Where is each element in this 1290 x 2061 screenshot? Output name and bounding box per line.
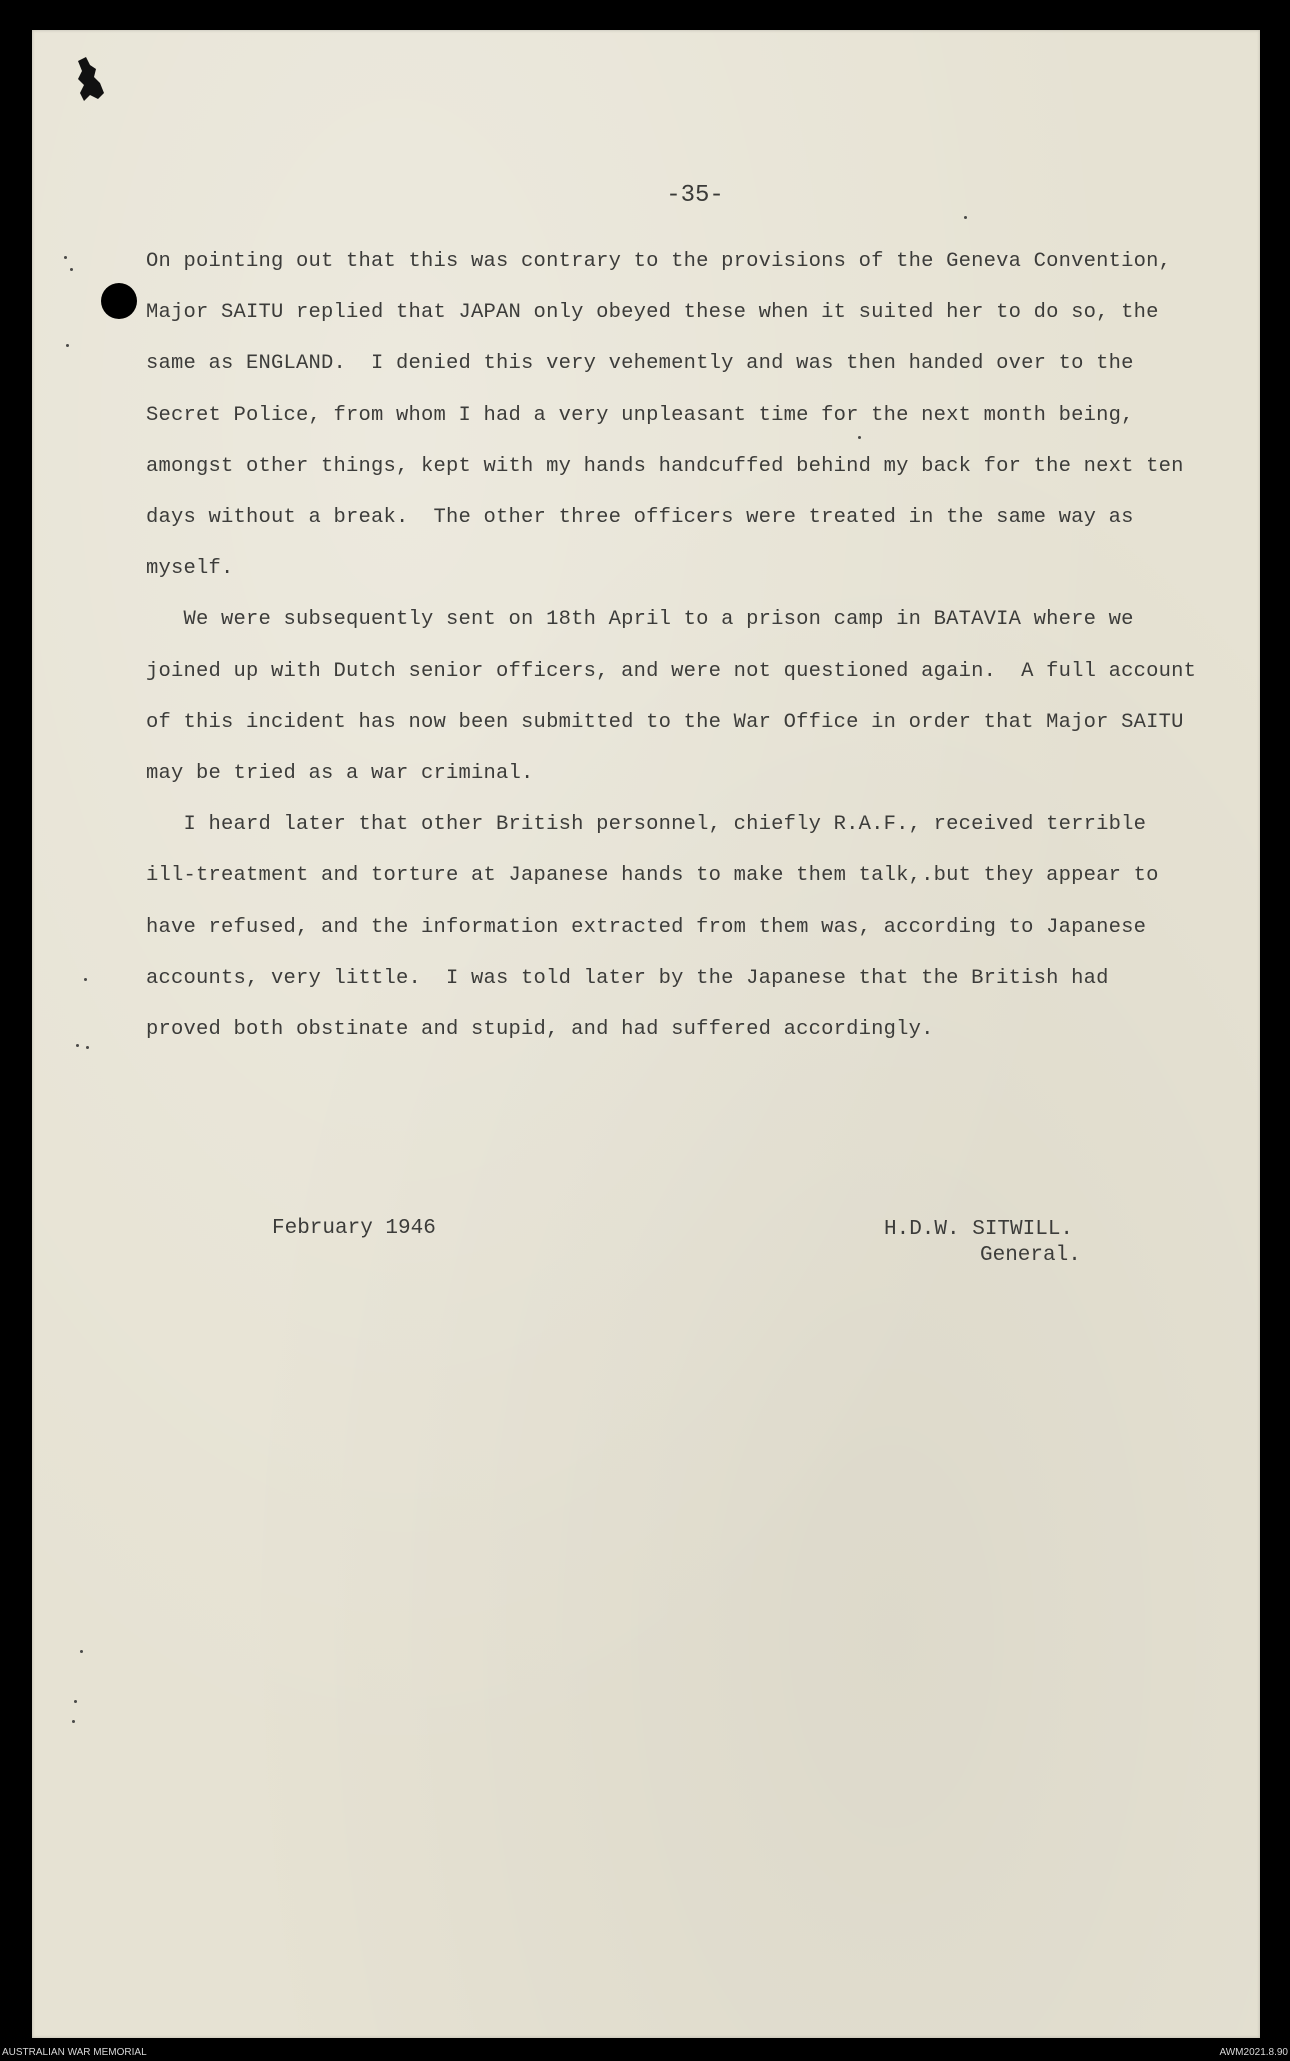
- binding-mark: [70, 268, 73, 271]
- text-line: same as ENGLAND. I denied this very vehemently and was then handed over to the: [146, 352, 1134, 376]
- signature-rank: General.: [980, 1244, 1081, 1267]
- text-line: Major SAITU replied that JAPAN only obeyed these when it suited her to do so, the: [146, 301, 1159, 325]
- text-line: have refused, and the information extracted from them was, according to Japanese: [146, 915, 1147, 939]
- text-line: accounts, very little. I was told later by the Japanese that the British had: [146, 966, 1109, 990]
- torn-corner-mark: [70, 55, 110, 110]
- page-number: -35-: [666, 182, 724, 209]
- archive-credit: AUSTRALIAN WAR MEMORIAL: [2, 2047, 147, 2058]
- text-line: joined up with Dutch senior officers, and were not questioned again. A full account: [146, 659, 1197, 683]
- signature-name: H.D.W. SITWILL.: [884, 1218, 1074, 1241]
- paragraph-3: [146, 799, 1246, 1055]
- text-line: may be tried as a war criminal.: [146, 762, 534, 786]
- binding-mark: [64, 256, 67, 259]
- text-line: Secret Police, from whom I had a very unpleasant time for the next month being,: [146, 403, 1134, 427]
- paragraph-2: [146, 594, 1246, 799]
- letter-date: February 1946: [272, 1217, 436, 1240]
- punch-hole: [101, 283, 137, 319]
- binding-mark: [84, 978, 87, 981]
- binding-mark: [66, 344, 69, 347]
- letter-body: [146, 236, 1246, 1055]
- text-line: myself.: [146, 557, 234, 581]
- binding-mark: [76, 1044, 79, 1047]
- text-line: proved both obstinate and stupid, and had suffered accordingly.: [146, 1018, 934, 1042]
- text-line: On pointing out that this was contrary to the provisions of the Geneva Convention,: [146, 250, 1172, 273]
- paragraph-1: [146, 236, 1246, 594]
- binding-mark: [72, 1720, 75, 1723]
- text-line: amongst other things, kept with my hands handcuffed behind my back for the next ten: [146, 454, 1184, 478]
- typewriter-speck: [964, 216, 967, 219]
- text-line: days without a break. The other three officers were treated in the same way as: [146, 506, 1134, 530]
- text-line: We were subsequently sent on 18th April to a prison camp in BATAVIA where we: [146, 608, 1134, 632]
- text-line: ill-treatment and torture at Japanese hands to make them talk,.but they appear to: [146, 864, 1159, 888]
- text-line: I heard later that other British personnel, chiefly R.A.F., received terrible: [146, 813, 1147, 837]
- binding-mark: [86, 1046, 89, 1049]
- binding-mark: [74, 1700, 77, 1703]
- text-line: of this incident has now been submitted to the War Office in order that Major SAITU: [146, 710, 1184, 734]
- archive-reference: AWM2021.8.90: [1219, 2047, 1288, 2058]
- binding-mark: [80, 1650, 83, 1653]
